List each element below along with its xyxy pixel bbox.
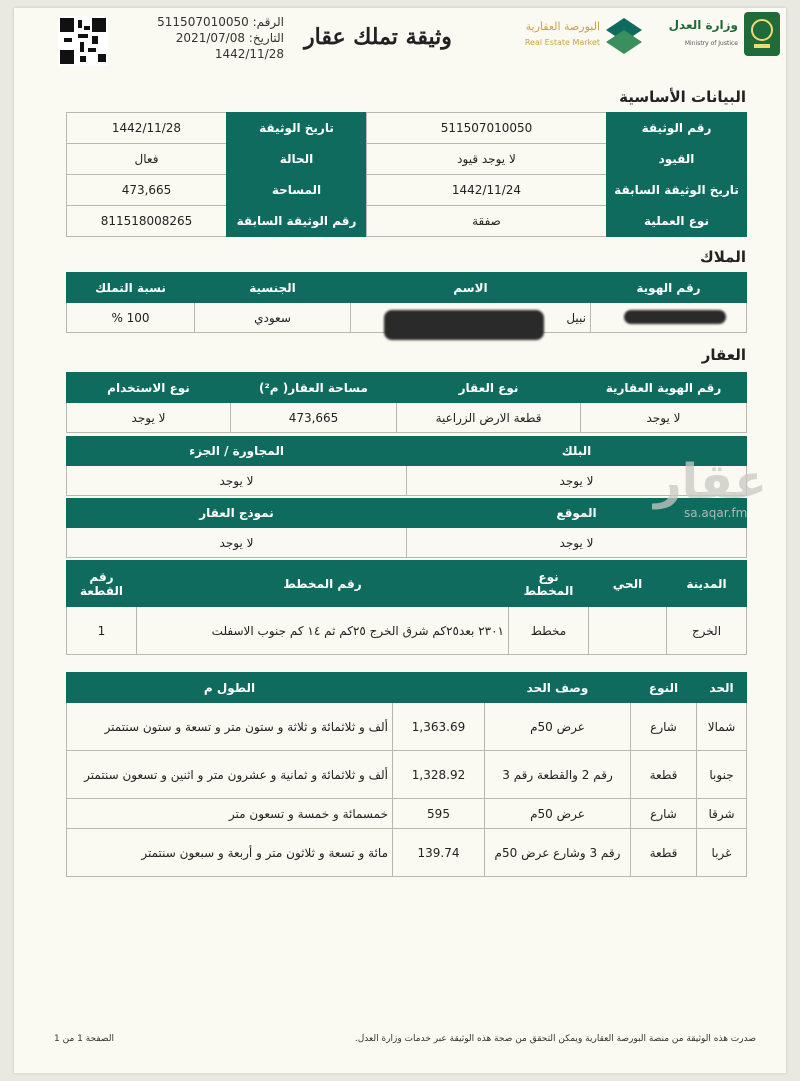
- ministry-emblem-icon: [744, 12, 780, 56]
- value-prev-doc-number: 811518008265: [67, 206, 227, 237]
- column-header: الاسم: [351, 273, 591, 303]
- basic-data-title: البيانات الأساسية: [619, 88, 746, 106]
- column-header: الحد: [697, 673, 747, 703]
- border-desc: عرض 50م: [485, 799, 631, 829]
- border-length: 139.74: [393, 829, 485, 877]
- property-id: لا يوجد: [581, 403, 747, 433]
- border-side: شرقا: [697, 799, 747, 829]
- label-operation-type: نوع العملية: [607, 206, 747, 237]
- owner-name: نبيل: [351, 303, 591, 333]
- date-label: التاريخ:: [248, 31, 284, 45]
- table-row: [67, 799, 747, 829]
- border-length: 1,363.69: [393, 703, 485, 751]
- column-header: الحي: [589, 561, 667, 607]
- document-meta: [154, 14, 284, 62]
- owner-nationality: سعودي: [195, 303, 351, 333]
- border-length: 1,328.92: [393, 751, 485, 799]
- table-row: [67, 403, 747, 433]
- label-doc-number: رقم الوثيقة: [607, 113, 747, 144]
- property-plan-table: [66, 560, 747, 655]
- location-value: لا يوجد: [407, 528, 747, 558]
- table-row: [67, 144, 747, 175]
- column-header: الجنسية: [195, 273, 351, 303]
- value-operation-type: صفقة: [367, 206, 607, 237]
- market-logo-icon: [604, 16, 644, 56]
- property-block-table: [66, 436, 747, 496]
- document-page: [14, 8, 786, 1073]
- value-prev-doc-date: 1442/11/24: [367, 175, 607, 206]
- column-header: رقم المخطط: [137, 561, 509, 607]
- neighbor-part-value: لا يوجد: [67, 466, 407, 496]
- border-length-words: ألف و ثلاثمائة و ثلاثة و ستون متر و تسعة و ستون سنتمتر: [67, 703, 393, 751]
- date-value: 2021/07/08: [175, 31, 245, 45]
- plan-type-value: مخطط: [509, 607, 589, 655]
- hijri-date: 1442/11/28: [214, 47, 284, 61]
- ref-label: الرقم:: [252, 15, 284, 29]
- border-side: جنوبا: [697, 751, 747, 799]
- ministry-logo-ar: وزارة العدل: [668, 18, 738, 32]
- value-restrictions: لا يوجد قيود: [367, 144, 607, 175]
- district-value: [589, 607, 667, 655]
- label-status: الحالة: [227, 144, 367, 175]
- property-model-value: لا يوجد: [67, 528, 407, 558]
- label-prev-doc-number: رقم الوثيقة السابقة: [227, 206, 367, 237]
- redaction-bar-name: [384, 310, 544, 340]
- column-header: رقم الهوية العقارية: [581, 373, 747, 403]
- table-header-row: [67, 437, 747, 466]
- table-header-row: [67, 561, 747, 607]
- label-restrictions: القيود: [607, 144, 747, 175]
- usage-type: لا يوجد: [67, 403, 231, 433]
- column-header: [393, 673, 485, 703]
- block-value: لا يوجد: [407, 466, 747, 496]
- property-main-table: [66, 372, 747, 433]
- border-type: شارع: [631, 799, 697, 829]
- watermark-url: sa.aqar.fm: [684, 506, 748, 520]
- property-area: 473,665: [231, 403, 397, 433]
- property-title: العقار: [701, 346, 746, 364]
- table-header-row: [67, 499, 747, 528]
- ref-value: 511507010050: [157, 15, 249, 29]
- table-header-row: [67, 673, 747, 703]
- table-row: [67, 703, 747, 751]
- column-header: المجاورة / الجزء: [67, 437, 407, 466]
- border-type: قطعة: [631, 751, 697, 799]
- column-header: مساحة العقار( م²): [231, 373, 397, 403]
- basic-data-table: [66, 112, 747, 237]
- market-logo-en: Real Estate Market: [524, 38, 600, 47]
- border-desc: عرض 50م: [485, 703, 631, 751]
- table-row: [67, 206, 747, 237]
- border-type: شارع: [631, 703, 697, 751]
- column-header: البلك: [407, 437, 747, 466]
- column-header: المدينة: [667, 561, 747, 607]
- borders-table: [66, 672, 747, 877]
- value-doc-number: 511507010050: [367, 113, 607, 144]
- border-desc: رقم 3 وشارع عرض 50م: [485, 829, 631, 877]
- column-header: الموقع: [407, 499, 747, 528]
- column-header: الطول م: [67, 673, 393, 703]
- column-header: نوع المخطط: [509, 561, 589, 607]
- table-row: [67, 751, 747, 799]
- watermark-text: عقار: [654, 454, 767, 510]
- column-header: رقم الهوية: [591, 273, 747, 303]
- border-length-words: ألف و ثلاثمائة و ثمانية و عشرون متر و اثنين و تسعون سنتمتر: [67, 751, 393, 799]
- page-number: الصفحة 1 من 1: [54, 1034, 114, 1044]
- column-header: نموذج العقار: [67, 499, 407, 528]
- border-length: 595: [393, 799, 485, 829]
- owners-title: الملاك: [700, 248, 746, 266]
- qr-code: [58, 16, 108, 66]
- label-doc-date: تاريخ الوثيقة: [227, 113, 367, 144]
- table-row: [67, 829, 747, 877]
- column-header: نسبة التملك: [67, 273, 195, 303]
- value-area: 473,665: [67, 175, 227, 206]
- column-header: نوع العقار: [397, 373, 581, 403]
- plot-number-value: 1: [67, 607, 137, 655]
- border-side: غربا: [697, 829, 747, 877]
- footer-note: صدرت هذه الوثيقة من منصة البورصة العقارية ويمكن التحقق من صحة هذه الوثيقة عبر خدمات وزارة العدل.: [354, 1034, 756, 1044]
- label-area: المساحة: [227, 175, 367, 206]
- border-length-words: خمسمائة و خمسة و تسعون متر: [67, 799, 393, 829]
- table-row: [67, 607, 747, 655]
- page-title: وثيقة تملك عقار: [304, 24, 452, 50]
- border-length-words: مائة و تسعة و ثلاثون متر و أربعة و سبعون سنتمتر: [67, 829, 393, 877]
- table-header-row: [67, 373, 747, 403]
- property-type: قطعة الارض الزراعية: [397, 403, 581, 433]
- plan-number-value: ٢٣٠١ بعد٢٥كم شرق الخرج ٢٥كم ثم ١٤ كم جنوب الاسفلت: [137, 607, 509, 655]
- column-header: وصف الحد: [485, 673, 631, 703]
- border-side: شمالا: [697, 703, 747, 751]
- real-estate-market-logo: [514, 14, 644, 58]
- ministry-of-justice-logo: [654, 12, 782, 62]
- border-desc: رقم 2 والقطعة رقم 3: [485, 751, 631, 799]
- table-row: [67, 466, 747, 496]
- table-row: [67, 528, 747, 558]
- column-header: نوع الاستخدام: [67, 373, 231, 403]
- redaction-bar-id: [624, 310, 726, 324]
- market-logo-ar: البورصة العقارية: [525, 20, 600, 33]
- border-type: قطعة: [631, 829, 697, 877]
- owner-share: 100 %: [67, 303, 195, 333]
- ministry-logo-en: Ministry of Justice: [684, 40, 738, 47]
- table-row: [67, 113, 747, 144]
- property-location-table: [66, 498, 747, 558]
- city-value: الخرج: [667, 607, 747, 655]
- table-header-row: [67, 273, 747, 303]
- label-prev-doc-date: تاريخ الوثيقة السابقة: [607, 175, 747, 206]
- column-header: النوع: [631, 673, 697, 703]
- table-row: [67, 175, 747, 206]
- value-doc-date: 1442/11/28: [67, 113, 227, 144]
- value-status: فعال: [67, 144, 227, 175]
- column-header: رقم القطعة: [67, 561, 137, 607]
